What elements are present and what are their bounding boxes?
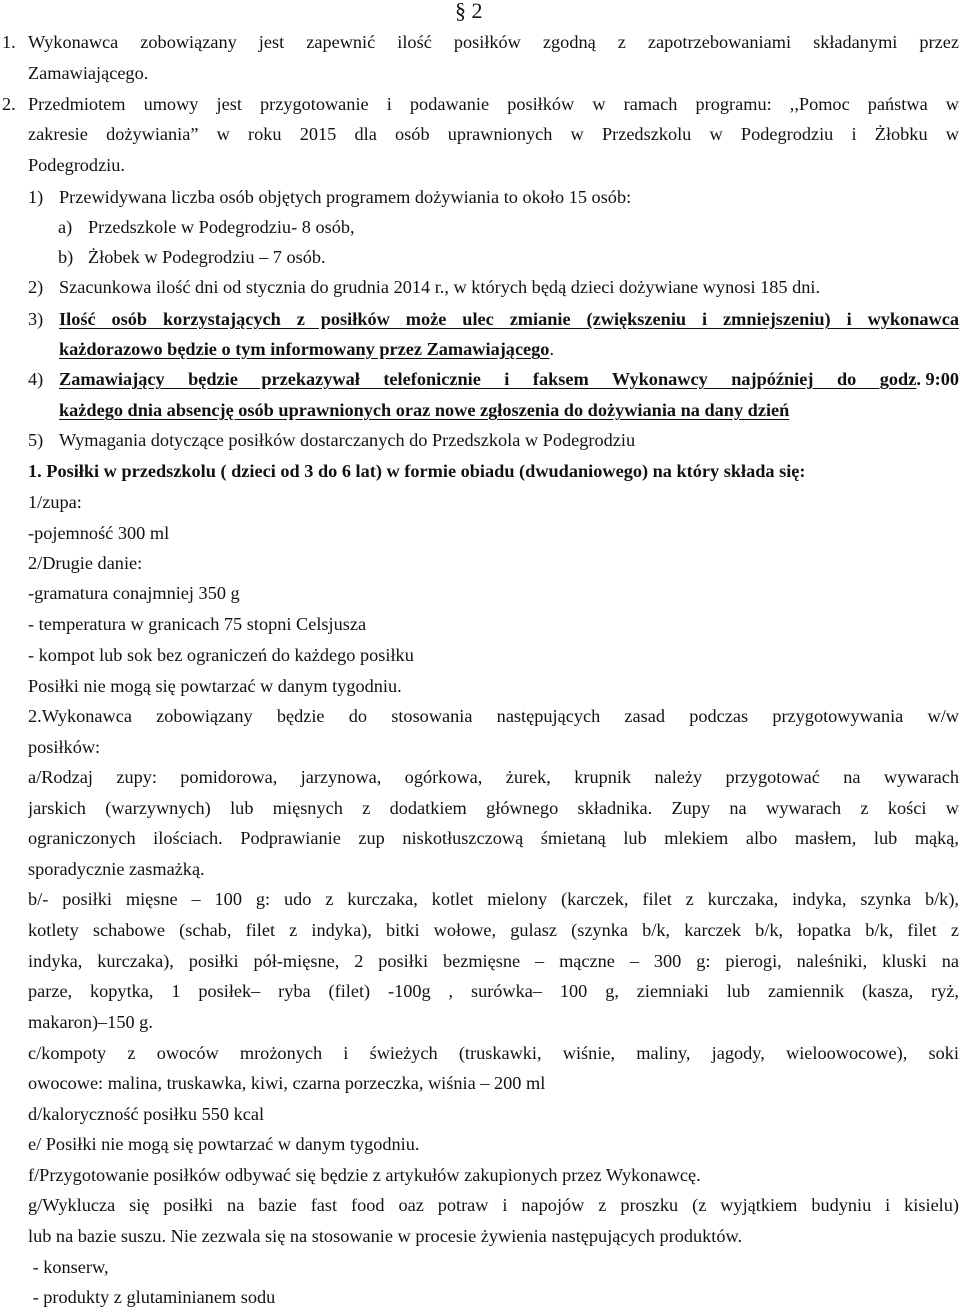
body-line: 2/Drugie danie: xyxy=(28,553,143,573)
list-item-5: 5) Wymagania dotyczące posiłków dostarczanych do Przedszkola w Podegrodziu xyxy=(28,430,636,450)
list-item-b: b) Żłobek w Podegrodziu – 7 osób. xyxy=(58,247,326,267)
body-line: -pojemność 300 ml xyxy=(28,523,170,543)
body-line: indyka, kurczaka), posiłki pół-mięsne, 2 posiłki bezmięsne – mączne – 300 g: pierogi, naleśniki, kluski na xyxy=(28,951,959,971)
body-line: f/Przygotowanie posiłków odbywać się będzie z artykułów zakupionych przez Wykonawcę. xyxy=(28,1165,701,1185)
body-line: kotlety schabowe (schab, filet z indyka), bitki wołowe, gulasz (szynka b/k, karczek b/k, łopatka b/k, filet z xyxy=(28,920,959,940)
paragraph-2-text: Przedmiotem umowy jest przygotowanie i podawanie posiłków w ramach programu: ,,Pomoc państwa w xyxy=(28,94,959,114)
list-item-3-line-1: Ilość osób korzystających z posiłków może ulec zmianie (zwiększeniu i zmniejszeniu) i wykonawca xyxy=(59,309,959,329)
list-item-4-line-2: każdego dnia absencję osób uprawnionych oraz nowe zgłoszenia do dożywiania na dany dzień xyxy=(59,400,790,420)
body-line: 2.Wykonawca zobowiązany będzie do stosowania następujących zasad podczas przygotowywania w/w xyxy=(28,706,959,726)
body-line: -gramatura conajmniej 350 g xyxy=(28,583,240,603)
body-line: lub na bazie suszu. Nie zezwala się na stosowanie w procesie żywienia następujących produktów. xyxy=(28,1226,743,1246)
paragraph-1-line-1 xyxy=(0,27,959,57)
list-item-4-line-1: Zamawiający będzie przekazywał telefonicznie i faksem Wykonawcy najpóźniej do godz xyxy=(59,369,917,389)
body-line: Posiłki nie mogą się powtarzać w danym tygodniu. xyxy=(28,676,402,696)
body-line: - kompot lub sok bez ograniczeń do każdego posiłku xyxy=(28,645,414,665)
body-line: - konserw, xyxy=(28,1257,109,1277)
body-line: g/Wyklucza się posiłki na bazie fast food oaz potraw i napojów z proszku (z wyjątkiem budyniu i kisielu) xyxy=(28,1195,959,1215)
paragraph-2-line-1 xyxy=(0,89,959,119)
paragraph-2-line-2: zakresie dożywiania” w roku 2015 dla osób uprawnionych w Przedszkolu w Podegrodziu i Żłobku w xyxy=(28,124,959,144)
body-line: jarskich (warzywnych) lub mięsnych z dodatkiem głównego składnika. Zupy na wywarach z kości w xyxy=(28,798,959,818)
body-line: c/kompoty z owoców mrożonych i świeżych (truskawki, wiśnie, maliny, jagody, wieloowocowe), soki xyxy=(28,1043,959,1063)
body-line: - produkty z glutaminianem sodu xyxy=(28,1287,276,1307)
list-item-a: a) Przedszkole w Podegrodziu- 8 osób, xyxy=(58,217,355,237)
body-line: ograniczonych ilościach. Podprawianie zup niskotłuszczową śmietaną lub mlekiem albo masłem, lub mąką, xyxy=(28,828,959,848)
paragraph-1-text: Wykonawca zobowiązany jest zapewnić ilość posiłków zgodną z zapotrzebowaniami składanymi przez xyxy=(28,32,959,52)
list-item-2: 2) Szacunkowa ilość dni od stycznia do grudnia 2014 r., w których będą dzieci dożywiane wynosi 185 dni. xyxy=(28,277,821,297)
list-item-1: 1) Przewidywana liczba osób objętych programem dożywiania to około 15 osób: xyxy=(28,187,632,207)
paragraph-2-line-3: Podegrodziu. xyxy=(28,155,125,175)
list-item-3: 3) Ilość osób korzystających z posiłków może ulec zmianie (zwiększeniu i zmniejszeniu) i wykonawca xyxy=(28,304,959,334)
body-line: owocowe: malina, truskawka, kiwi, czarna porzeczka, wiśnia – 200 ml xyxy=(28,1073,546,1093)
list-item-3-line-2: każdorazowo będzie o tym informowany przez Zamawiającego. xyxy=(59,339,555,359)
paragraph-2-number: 2. xyxy=(2,94,16,114)
body-line: posiłków: xyxy=(28,737,101,757)
body-line: - temperatura w granicach 75 stopni Celsjusza xyxy=(28,614,367,634)
body-line: b/- posiłki mięsne – 100 g: udo z kurczaka, kotlet mielony (karczek, filet z kurczaka, indyka, szynka b/k), xyxy=(28,889,959,909)
meal-heading: 1. Posiłki w przedszkolu ( dzieci od 3 do 6 lat) w formie obiadu (dwudaniowego) na który składa się: xyxy=(28,461,806,481)
body-line: makaron)–150 g. xyxy=(28,1012,153,1032)
body-line: a/Rodzaj zupy: pomidorowa, jarzynowa, ogórkowa, żurek, krupnik należy przygotować na wywarach xyxy=(28,767,959,787)
section-heading: § 2 xyxy=(455,0,483,23)
body-line: 1/zupa: xyxy=(28,492,82,512)
list-item-4: 4) Zamawiający będzie przekazywał telefonicznie i faksem Wykonawcy najpóźniej do godz . 9:00 xyxy=(28,364,959,394)
paragraph-1-number: 1. xyxy=(2,32,16,52)
body-line: sporadycznie zasmażką. xyxy=(28,859,205,879)
body-line: e/ Posiłki nie mogą się powtarzać w danym tygodniu. xyxy=(28,1134,420,1154)
body-line: d/kaloryczność posiłku 550 kcal xyxy=(28,1104,265,1124)
body-line: parze, kopytka, 1 posiłek– ryba (filet) -100g , surówka– 100 g, ziemniaki lub zamiennik (kasza, ryż, xyxy=(28,981,959,1001)
paragraph-1-line-2: Zamawiającego. xyxy=(28,63,149,83)
